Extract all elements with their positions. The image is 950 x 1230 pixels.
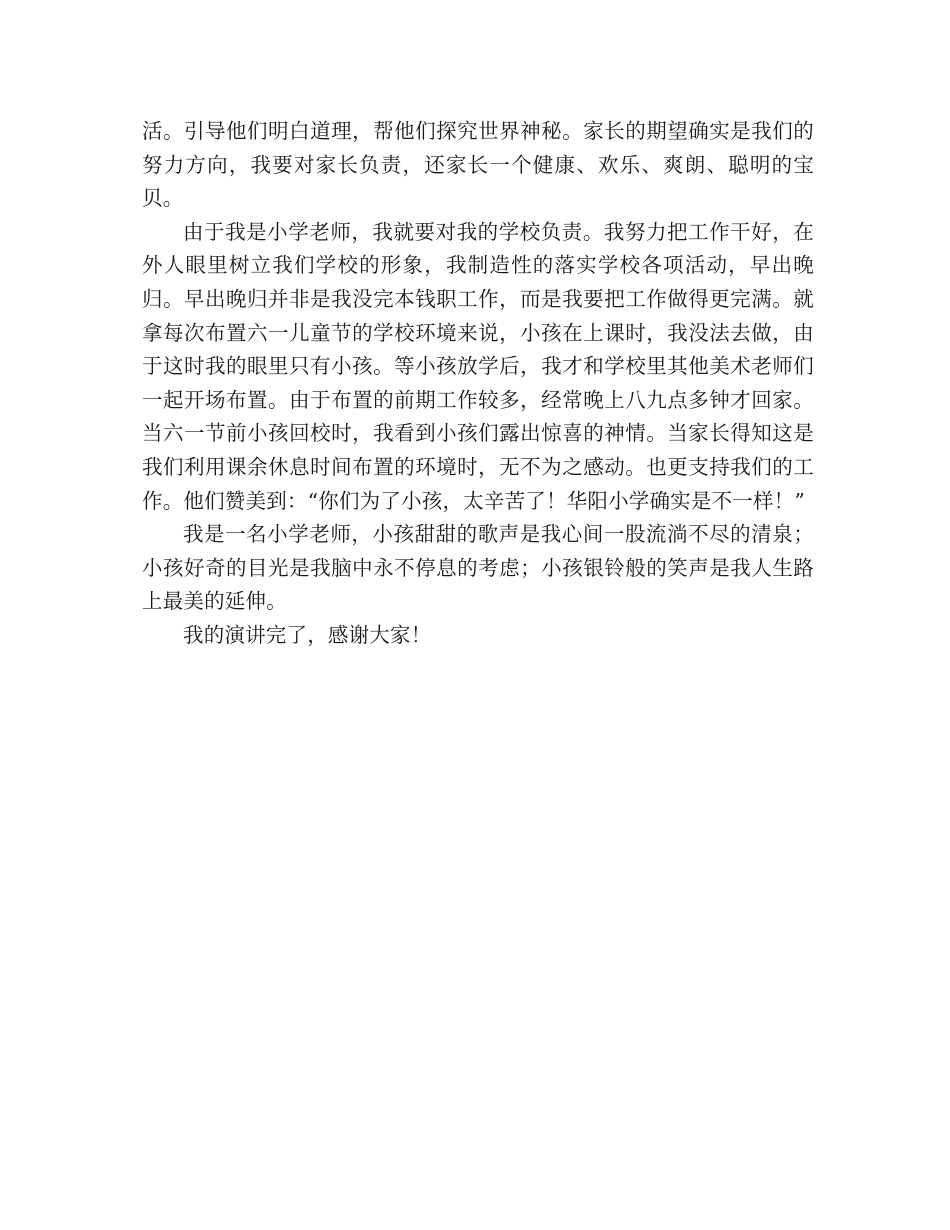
paragraph-closing: 我的演讲完了，感谢大家！ bbox=[183, 622, 432, 647]
document-body bbox=[142, 115, 814, 653]
paragraph-continuation: 活。引导他们明白道理，帮他们探究世界神秘。家长的期望确实是我们的努力方向，我要对家长负责，还家长一个健康、欢乐、爽朗、聪明的宝贝。 bbox=[142, 119, 814, 211]
paragraph-teacher-reflection: 我是一名小学老师，小孩甜甜的歌声是我心间一股流淌不尽的清泉；小孩好奇的目光是我脑中永不停息的考虑；小孩银铃般的笑声是我人生路上最美的延伸。 bbox=[142, 522, 814, 614]
paragraph-school-responsibility: 由于我是小学老师，我就要对我的学校负责。我努力把工作干好，在外人眼里树立我们学校的形象，我制造性的落实学校各项活动，早出晚归。早出晚归并非是我没完本钱职工作，而是我要把工作做得更完满。就拿每次布置六一儿童节的学校环境来说，小孩在上课时，我没法去做，由于这时我的眼里只有小孩。等小孩放学后，我才和学校里其他美术老师们一起开场布置。由于布置的前期工作较多，经常晚上八九点多钟才回家。当六一节前小孩回校时，我看到小孩们露出惊喜的神情。当家长得知这是我们利用课余休息时间布置的环境时，无不为之感动。也更支持我们的工作。他们赞美到：“你们为了小孩，太辛苦了！华阳小学确实是不一样！” bbox=[142, 219, 814, 513]
